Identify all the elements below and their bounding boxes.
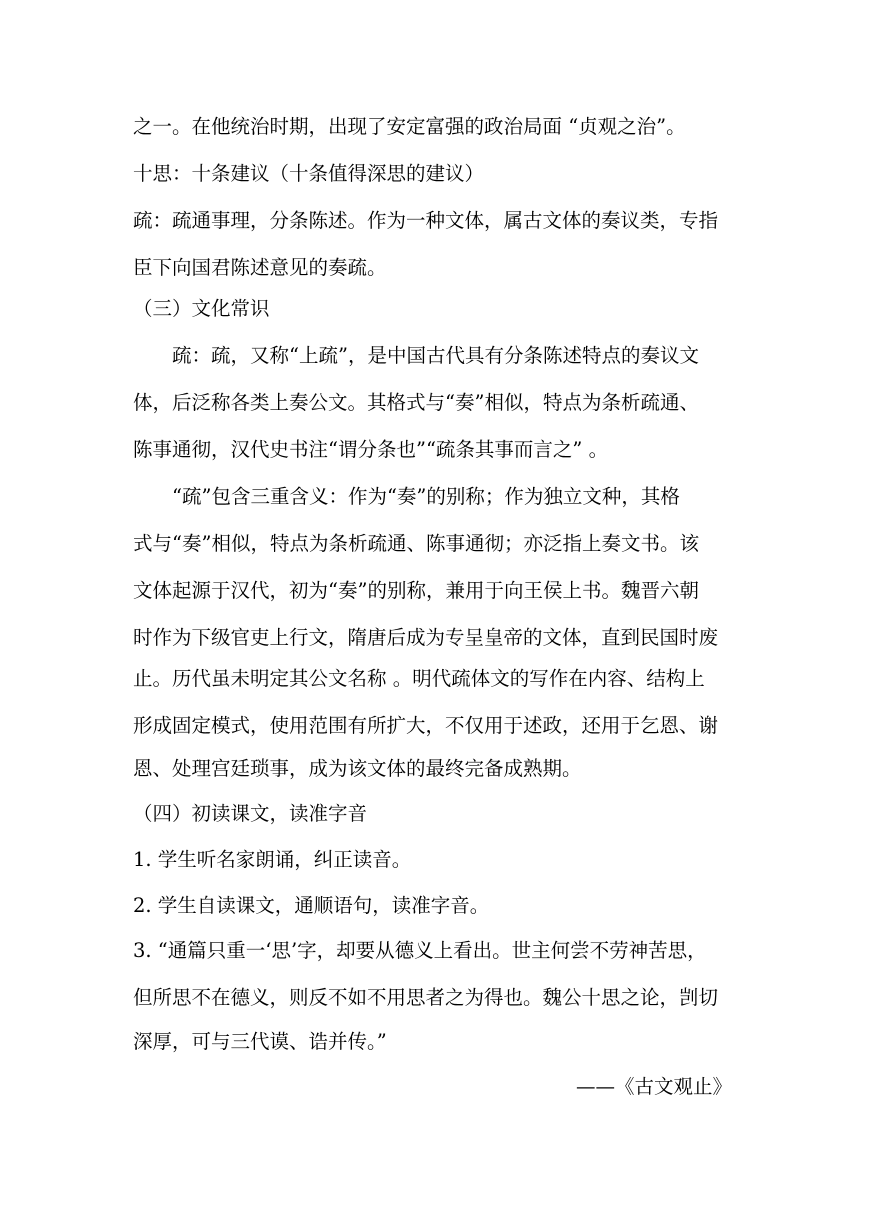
list-item: 1. 学生听名家朗诵，纠正读音。 <box>133 848 412 871</box>
text-line: 形成固定模式，使用范围有所扩大，不仅用于述政，还用于乞恩、谢 <box>133 714 719 737</box>
text-line: 臣下向国君陈述意见的奏疏。 <box>133 256 387 279</box>
text-line: 式与“奏”相似，特点为条析疏通、陈事通彻；亦泛指上奏文书。该 <box>133 532 699 555</box>
attribution: ——《古文观止》 <box>575 1075 732 1098</box>
text-line: 十思：十条建议（十条值得深思的建议） <box>133 162 485 185</box>
text-line: 恩、处理宫廷琐事，成为该文体的最终完备成熟期。 <box>133 757 582 780</box>
section-heading: （四）初读课文，读准字音 <box>133 802 368 825</box>
text-line: 体，后泛称各类上奏公文。其格式与“奏”相似，特点为条析疏通、 <box>133 391 699 414</box>
text-line: 但所思不在德义，则反不如不用思者之为得也。魏公十思之论，剀切 <box>133 986 719 1009</box>
text-line: “疏”包含三重含义：作为“奏”的别称；作为独立文种，其格 <box>133 485 680 508</box>
list-item: 2. 学生自读课文，通顺语句，读准字音。 <box>133 894 490 917</box>
text-line: 之一。在他统治时期，出现了安定富强的政治局面 “贞观之治”。 <box>133 115 686 138</box>
text-line: 止。历代虽未明定其公文名称 。明代疏体文的写作在内容、结构上 <box>133 667 705 690</box>
list-item: 3. “通篇只重一‘思’字，却要从德义上看出。世主何尝不劳神苦思， <box>133 939 707 962</box>
text-line: 时作为下级官吏上行文，隋唐后成为专呈皇帝的文体，直到民国时废 <box>133 626 719 649</box>
text-line: 陈事通彻，汉代史书注“谓分条也”“疏条其事而言之” 。 <box>133 438 609 461</box>
text-line: 深厚，可与三代谟、诰并传。” <box>133 1030 387 1053</box>
text-line: 疏：疏通事理，分条陈述。作为一种文体，属古文体的奏议类，专指 <box>133 209 719 232</box>
text-line: 文体起源于汉代，初为“奏”的别称，兼用于向王侯上书。魏晋六朝 <box>133 579 699 602</box>
section-heading: （三）文化常识 <box>133 297 270 320</box>
text-line: 疏：疏，又称“上疏”，是中国古代具有分条陈述特点的奏议文 <box>133 344 699 367</box>
